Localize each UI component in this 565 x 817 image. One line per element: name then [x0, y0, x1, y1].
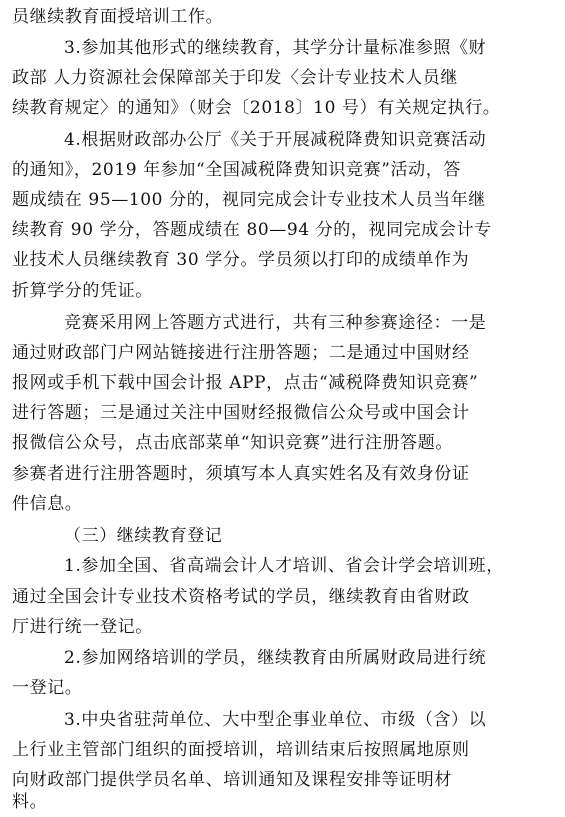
text-line: 厅进行统一登记。 [12, 617, 153, 637]
text-line: 3.中央省驻菏单位、大中型企事业单位、市级（含）以 [64, 710, 487, 730]
text-line: 向财政部门提供学员名单、培训通知及课程安排等证明材 [12, 770, 452, 790]
text-line: 报网或手机下载中国会计报 APP，点击“减税降费知识竞赛” [12, 373, 479, 393]
text-line: 一登记。 [12, 678, 83, 698]
text-line: 1.参加全国、省高端会计人才培训、省会计学会培训班， [64, 556, 504, 576]
text-line: 通过财政部门户网站链接进行注册答题；二是通过中国财经 [12, 343, 470, 363]
text-line: 进行答题；三是通过关注中国财经报微信公众号或中国会计 [12, 403, 470, 423]
text-line: 员继续教育面授培训工作。 [12, 7, 224, 27]
text-line: 参赛者进行注册答题时，须填写本人真实姓名及有效身份证 [12, 464, 470, 484]
text-line: 3.参加其他形式的继续教育，其学分计量标准参照《财 [64, 38, 487, 58]
section-heading: （三）继续教育登记 [64, 526, 223, 546]
text-line: 报微信公众号，点击底部菜单“知识竞赛”进行注册答题。 [12, 433, 453, 453]
text-line: 折算学分的凭证。 [12, 281, 153, 301]
text-line: 料。 [12, 792, 48, 812]
text-line: 题成绩在 95—100 分的，视同完成会计专业技术人员当年继 [12, 190, 486, 210]
text-line: 竞赛采用网上答题方式进行，共有三种参赛途径：一是 [64, 313, 487, 333]
text-line: 4.根据财政部办公厅《关于开展减税降费知识竞赛活动 [64, 130, 487, 150]
text-line: 的通知》，2019 年参加“全国减税降费知识竞赛”活动，答 [12, 160, 461, 180]
text-line: 政部 人力资源社会保障部关于印发〈会计专业技术人员继 [12, 68, 459, 88]
text-line: 业技术人员继续教育 30 学分。学员须以打印的成绩单作为 [12, 250, 470, 270]
text-line: 续教育 90 学分，答题成绩在 80—94 分的，视同完成会计专 [12, 220, 492, 240]
text-line: 2.参加网络培训的学员，继续教育由所属财政局进行统 [64, 648, 487, 668]
text-line: 件信息。 [12, 494, 83, 514]
text-line: 上行业主管部门组织的面授培训，培训结束后按照属地原则 [12, 740, 470, 760]
text-line: 通过全国会计专业技术资格考试的学员，继续教育由省财政 [12, 587, 470, 607]
text-line: 续教育规定〉的通知》（财会〔2018〕10 号）有关规定执行。 [12, 98, 501, 118]
